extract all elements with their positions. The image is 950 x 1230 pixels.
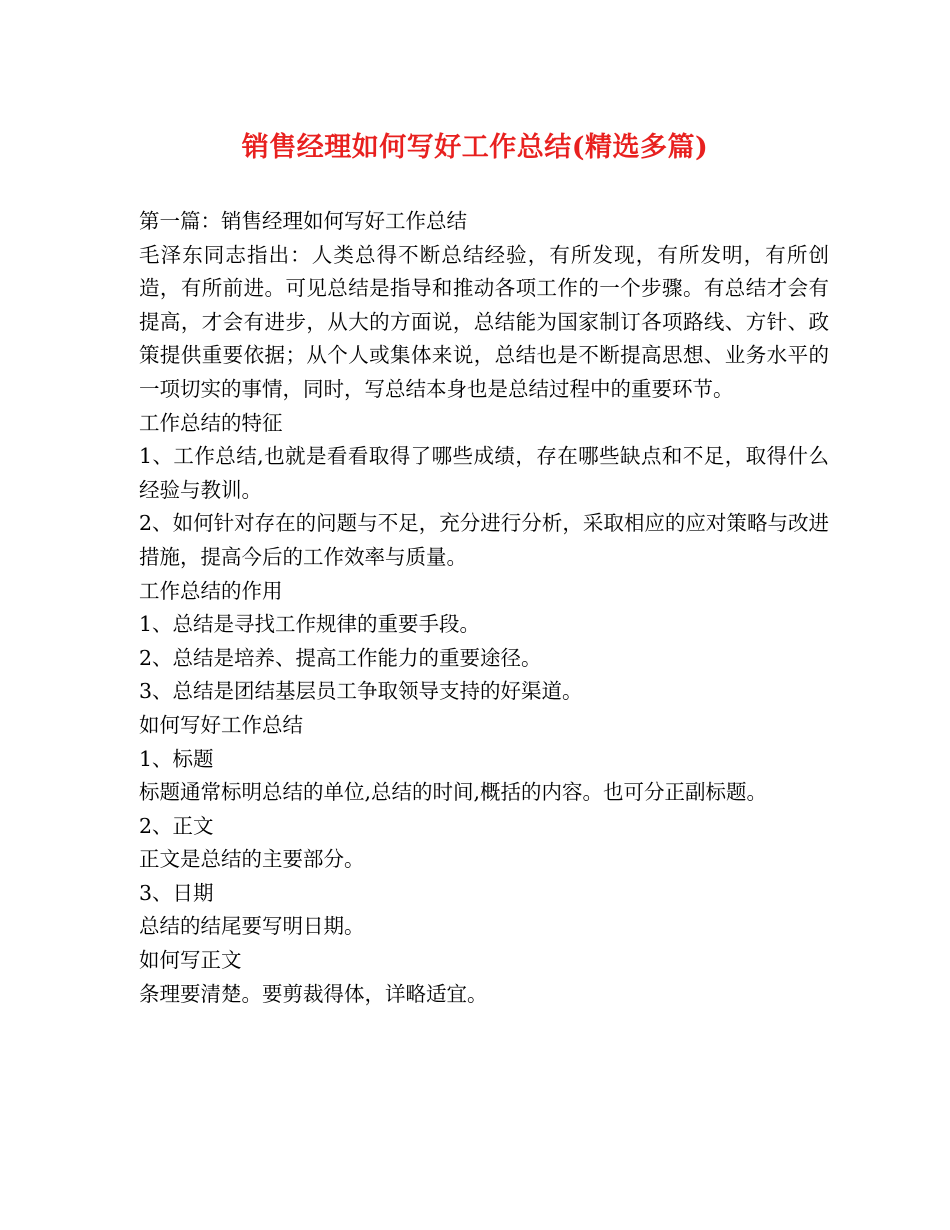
document-body	[139, 205, 829, 1011]
body-paragraph: 条理要清楚。要剪裁得体，详略适宜。	[139, 981, 488, 1006]
section-heading: 第一篇：销售经理如何写好工作总结	[139, 209, 467, 233]
list-item: 1、标题	[139, 746, 214, 771]
document-title: 销售经理如何写好工作总结(精选多篇)	[241, 132, 709, 163]
subsection-heading: 如何写正文	[139, 948, 242, 973]
body-paragraph: 正文是总结的主要部分。	[139, 847, 365, 872]
list-item: 3、日期	[139, 880, 214, 905]
subsection-heading: 工作总结的特征	[139, 410, 283, 435]
list-item: 2、正文	[139, 813, 214, 838]
list-item: 1、工作总结,也就是看看取得了哪些成绩，存在哪些缺点和不足，取得什么经验与教训。	[139, 444, 829, 502]
body-paragraph: 毛泽东同志指出：人类总得不断总结经验，有所发现，有所发明，有所创造，有所前进。可见总结是指导和推动各项工作的一个步骤。有总结才会有提高，才会有进步，从大的方面说，总结能为国家制订各项路线、方针、政策提供重要依据；从个人或集体来说，总结也是不断提高思想、业务水平的一项切实的事情，同时，写总结本身也是总结过程中的重要环节。	[139, 242, 829, 401]
list-item: 2、总结是培养、提高工作能力的重要途径。	[139, 645, 542, 670]
subsection-heading: 工作总结的作用	[139, 578, 283, 603]
body-paragraph: 标题通常标明总结的单位,总结的时间,概括的内容。也可分正副标题。	[139, 780, 768, 805]
list-item: 1、总结是寻找工作规律的重要手段。	[139, 612, 481, 637]
list-item: 2、如何针对存在的问题与不足，充分进行分析，采取相应的应对策略与改进措施，提高今后的工作效率与质量。	[139, 511, 829, 569]
body-paragraph: 总结的结尾要写明日期。	[139, 914, 365, 939]
list-item: 3、总结是团结基层员工争取领导支持的好渠道。	[139, 679, 583, 704]
subsection-heading: 如何写好工作总结	[139, 712, 303, 737]
